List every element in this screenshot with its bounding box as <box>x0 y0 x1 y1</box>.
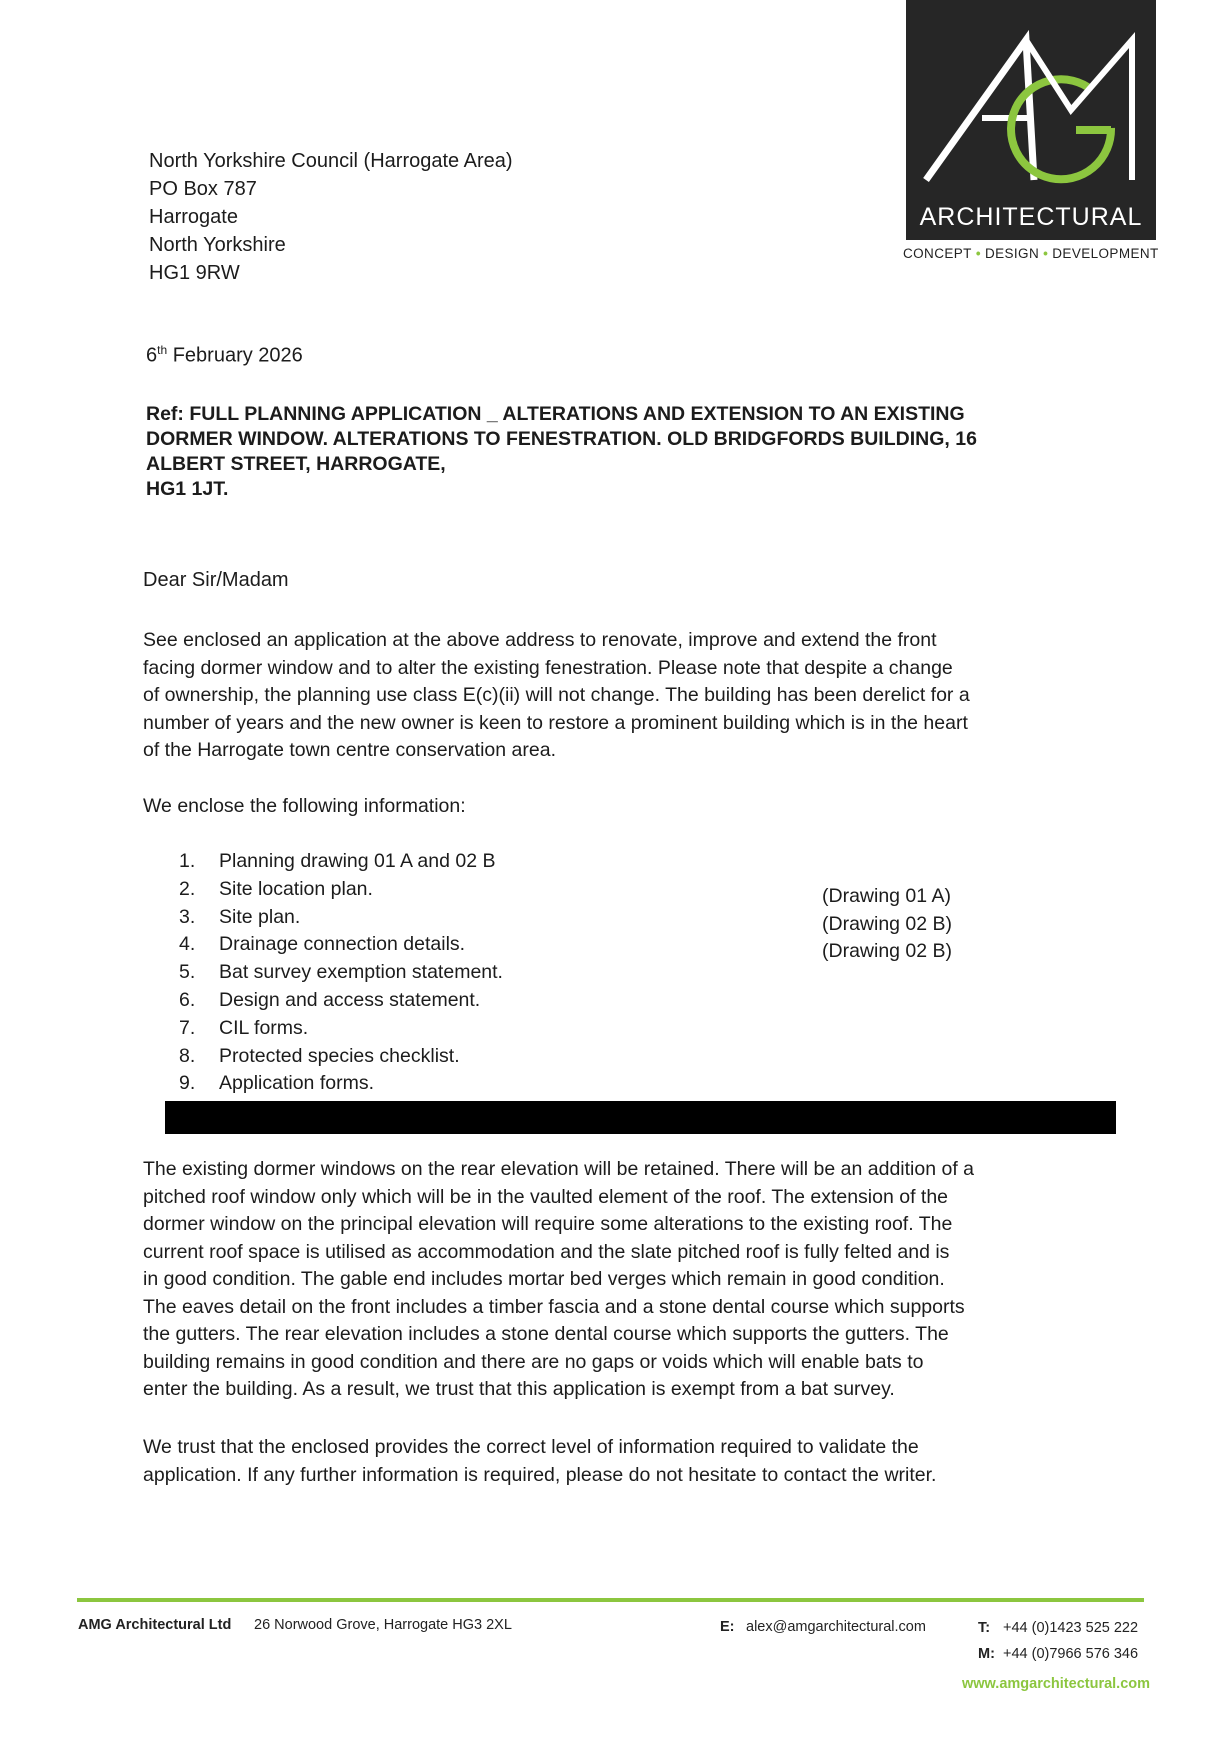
list-item <box>179 1070 503 1098</box>
list-number: 7. <box>179 1016 196 1039</box>
redaction-bar <box>165 1101 1116 1134</box>
logo-tagline <box>903 246 1159 261</box>
footer-website-link[interactable]: www.amgarchitectural.com <box>962 1676 1151 1692</box>
paragraph-line: We trust that the enclosed provides the correct level of information required to validate the <box>143 1436 919 1458</box>
paragraph-line: dormer window on the principal elevation will require some alterations to the existing roof. The <box>143 1213 953 1235</box>
list-number: 9. <box>179 1072 196 1095</box>
amg-monogram-icon <box>906 0 1156 200</box>
list-item <box>179 1015 503 1043</box>
tagline-design: DESIGN <box>984 246 1040 261</box>
letter-date <box>146 343 303 368</box>
paragraph-line: of ownership, the planning use class E(c)(ii) will not change. The building has been derelict for a <box>143 684 970 706</box>
footer-tel-label: T: <box>978 1620 991 1636</box>
list-number: 8. <box>179 1044 196 1067</box>
paragraph-line: the gutters. The rear elevation includes a stone dental course which supports the gutters. The <box>143 1323 949 1345</box>
paragraph-line: in good condition. The gable end includes mortar bed verges which remain in good condition. <box>143 1268 945 1290</box>
footer-divider <box>77 1598 1144 1602</box>
list-item <box>179 848 503 876</box>
list-text: Site location plan. <box>219 877 373 900</box>
list-text: Design and access statement. <box>219 988 481 1011</box>
tagline-dot-icon: • <box>975 246 981 261</box>
paragraph-line: building remains in good condition and there are no gaps or voids which will enable bats to <box>143 1350 924 1373</box>
list-number: 1. <box>179 850 196 872</box>
list-item <box>179 904 503 932</box>
drawing-ref: (Drawing 02 B) <box>822 940 953 962</box>
paragraph-line: The existing dormer windows on the rear elevation will be retained. There will be an addition of a <box>143 1158 975 1180</box>
company-logo <box>906 0 1156 240</box>
drawing-references <box>822 883 952 966</box>
list-item <box>179 1043 503 1071</box>
address-line: PO Box 787 <box>149 178 257 200</box>
reference-heading <box>146 402 1086 502</box>
list-number: 5. <box>179 961 196 984</box>
ref-line: Ref: FULL PLANNING APPLICATION _ ALTERATIONS AND EXTENSION TO AN EXISTING <box>146 403 965 425</box>
drawing-ref: (Drawing 02 B) <box>822 912 953 935</box>
list-number: 3. <box>179 905 196 928</box>
footer-mobile-label: M: <box>978 1646 995 1662</box>
date-rest: February 2026 <box>167 344 303 367</box>
recipient-address <box>149 147 513 287</box>
logo-word: ARCHITECTURAL <box>919 203 1143 231</box>
paragraph-line: number of years and the new owner is keen to restore a prominent building which is in the heart <box>143 711 968 734</box>
intro-paragraph <box>143 627 970 765</box>
footer-email-label: E: <box>720 1619 735 1635</box>
footer-address: 26 Norwood Grove, Harrogate HG3 2XL <box>254 1617 512 1633</box>
ref-line: ALBERT STREET, HARROGATE, <box>146 453 446 475</box>
list-text: Drainage connection details. <box>219 933 466 956</box>
list-text: Application forms. <box>219 1072 374 1095</box>
footer-email[interactable]: alex@amgarchitectural.com <box>746 1619 926 1635</box>
paragraph-line: application. If any further information is required, please do not hesitate to contact the writer. <box>143 1463 937 1486</box>
date-suffix: th <box>157 343 168 357</box>
list-item <box>179 959 503 987</box>
paragraph-line: The eaves detail on the front includes a timber fascia and a stone dental course which supports <box>143 1295 965 1318</box>
address-line: Harrogate <box>149 206 238 228</box>
paragraph-line: See enclosed an application at the above address to renovate, improve and extend the front <box>143 629 937 651</box>
enclosure-intro: We enclose the following information: <box>143 795 466 817</box>
bat-survey-paragraph <box>143 1156 974 1404</box>
footer-tel: +44 (0)1423 525 222 <box>1003 1620 1139 1636</box>
footer-company: AMG Architectural Ltd <box>78 1617 232 1633</box>
list-text: Site plan. <box>219 905 301 928</box>
paragraph-line: of the Harrogate town centre conservation area. <box>143 739 556 761</box>
enclosure-list <box>179 848 503 1098</box>
ref-line: DORMER WINDOW. ALTERATIONS TO FENESTRATION. OLD BRIDGFORDS BUILDING, 16 <box>146 428 977 450</box>
list-text: Bat survey exemption statement. <box>219 961 503 984</box>
address-line: North Yorkshire <box>149 234 286 256</box>
list-item <box>179 987 503 1015</box>
address-line: North Yorkshire Council (Harrogate Area) <box>149 150 513 172</box>
drawing-ref: (Drawing 01 A) <box>822 885 951 907</box>
footer-mobile: +44 (0)7966 576 346 <box>1003 1646 1139 1662</box>
paragraph-line: pitched roof window only which will be in the vaulted element of the roof. The extension of the <box>143 1185 949 1208</box>
closing-paragraph <box>143 1434 936 1489</box>
paragraph-line: facing dormer window and to alter the existing fenestration. Please note that despite a change <box>143 656 953 679</box>
ref-line: HG1 1JT. <box>146 478 229 500</box>
tagline-dot-icon: • <box>1043 246 1049 261</box>
list-number: 6. <box>179 988 196 1011</box>
list-text: Protected species checklist. <box>219 1044 460 1067</box>
tagline-concept: CONCEPT <box>903 246 972 261</box>
address-line: HG1 9RW <box>149 262 240 284</box>
list-number: 4. <box>179 933 196 956</box>
list-text: Planning drawing 01 A and 02 B <box>219 850 496 872</box>
paragraph-line: enter the building. As a result, we trust that this application is exempt from a bat survey. <box>143 1378 895 1400</box>
date-day: 6 <box>146 344 158 367</box>
list-item <box>179 931 503 959</box>
tagline-development: DEVELOPMENT <box>1052 246 1159 261</box>
list-text: CIL forms. <box>219 1016 309 1039</box>
list-item <box>179 876 503 904</box>
list-number: 2. <box>179 877 196 900</box>
paragraph-line: current roof space is utilised as accommodation and the slate pitched roof is fully felted and is <box>143 1240 950 1263</box>
salutation: Dear Sir/Madam <box>143 569 289 591</box>
